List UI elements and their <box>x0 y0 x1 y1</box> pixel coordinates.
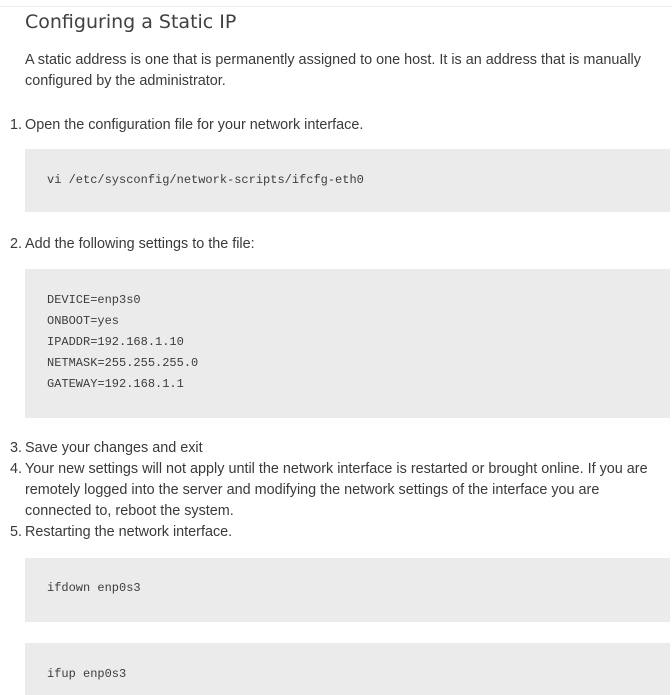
code-line: IPADDR=192.168.1.10 <box>47 335 184 349</box>
step-number: 1. <box>10 117 23 133</box>
top-divider <box>0 6 672 7</box>
step-1 <box>10 115 363 136</box>
step-number: 5. <box>10 524 23 540</box>
step-4 <box>10 459 660 522</box>
step-text: Add the following settings to the file: <box>25 236 255 252</box>
step-2 <box>10 234 255 255</box>
code-line: DEVICE=enp3s0 <box>47 293 141 307</box>
page-title: Configuring a Static IP <box>25 11 237 33</box>
code-line: vi /etc/sysconfig/network-scripts/ifcfg-eth0 <box>47 173 364 187</box>
code-line: NETMASK=255.255.255.0 <box>47 356 199 370</box>
step-text: Open the configuration file for your network interface. <box>25 117 364 133</box>
step-number: 4. <box>10 461 23 477</box>
code-block-open-file[interactable] <box>25 149 670 212</box>
step-5 <box>10 522 232 543</box>
code-block-settings[interactable] <box>25 269 670 418</box>
step-number: 2. <box>10 236 23 252</box>
step-number: 3. <box>10 440 23 456</box>
intro-paragraph: A static address is one that is permanently assigned to one host. It is an address that is manually configured by the administrator. <box>25 52 641 89</box>
step-text: Your new settings will not apply until the network interface is restarted or brought online. If you are remotely logged into the server and modifying the network settings of the interface you are connected to, reboot the system. <box>25 461 648 519</box>
code-block-ifup[interactable] <box>25 643 670 695</box>
code-line: ifdown enp0s3 <box>47 581 141 595</box>
step-text: Save your changes and exit <box>25 440 203 456</box>
code-line: GATEWAY=192.168.1.1 <box>47 377 184 391</box>
code-line: ifup enp0s3 <box>47 667 127 681</box>
code-line: ONBOOT=yes <box>47 314 120 328</box>
step-3 <box>10 438 203 459</box>
step-text: Restarting the network interface. <box>25 524 233 540</box>
code-block-ifdown[interactable] <box>25 558 670 622</box>
